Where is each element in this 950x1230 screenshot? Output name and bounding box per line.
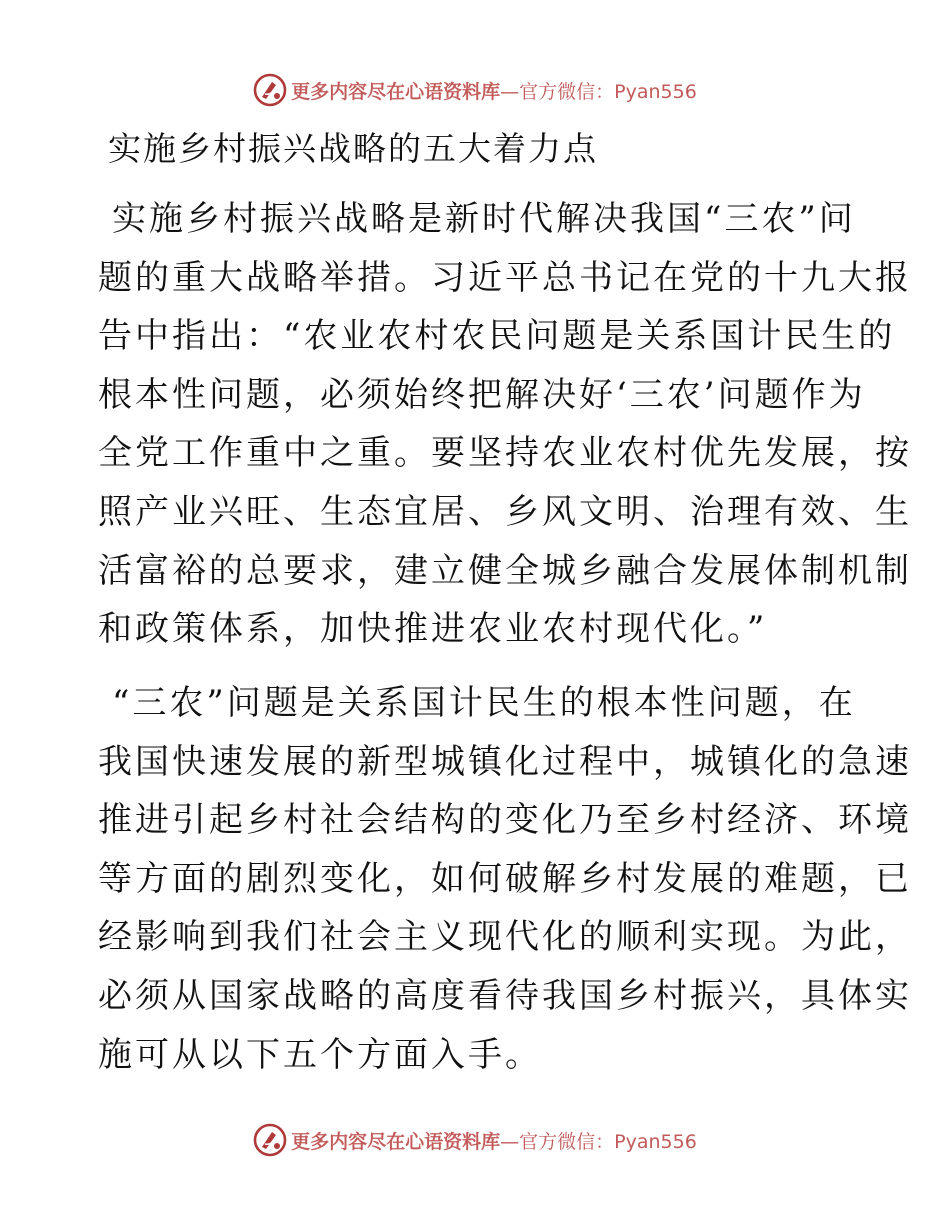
paragraph-line: 推进引起乡村社会结构的变化乃至乡村经济、环境 [98, 800, 912, 841]
banner-text [291, 77, 697, 104]
paragraph-line: 告中指出：“农业农村农民问题是关系国计民生的 [98, 316, 896, 357]
header-banner [0, 70, 950, 110]
banner-text-secondary: —官方微信：Pyan556 [500, 80, 697, 103]
logo-icon [253, 1123, 287, 1157]
paragraph-2 [98, 674, 912, 1084]
footer-banner [0, 1120, 950, 1160]
banner-text-primary: 更多内容尽在心语资料库 [291, 1130, 501, 1153]
paragraph-line: 和政策体系，加快推进农业农村现代化。” [98, 609, 768, 650]
paragraph-line: 等方面的剧烈变化，如何破解乡村发展的难题，已 [98, 858, 912, 899]
paragraph-line: 必须从国家战略的高度看待我国乡村振兴，具体实 [98, 975, 912, 1016]
paragraph-line: 根本性问题，必须始终把解决好‘三农’问题作为 [98, 374, 866, 415]
banner-text-primary: 更多内容尽在心语资料库 [291, 80, 501, 103]
paragraph-line: 我国快速发展的新型城镇化过程中，城镇化的急速 [98, 741, 912, 782]
paragraph-line: 题的重大战略举措。习近平总书记在党的十九大报 [98, 257, 912, 298]
paragraph-line: 经影响到我们社会主义现代化的顺利实现。为此， [98, 917, 912, 958]
paragraph-line: 照产业兴旺、生态宜居、乡风文明、治理有效、生 [98, 491, 912, 532]
page-title: 实施乡村振兴战略的五大着力点 [108, 129, 598, 168]
logo-icon [253, 73, 287, 107]
paragraph-1 [98, 190, 912, 659]
banner-text-secondary: —官方微信：Pyan556 [500, 1130, 697, 1153]
banner-text [291, 1127, 697, 1154]
paragraph-line: 实施乡村振兴战略是新时代解决我国“三农”问 [112, 199, 856, 239]
paragraph-line: 全党工作重中之重。要坚持农业农村优先发展，按 [98, 433, 912, 474]
paragraph-line: 施可从以下五个方面入手。 [98, 1034, 542, 1075]
paragraph-line: “三农”问题是关系国计民生的根本性问题，在 [112, 683, 856, 723]
paragraph-line: 活富裕的总要求，建立健全城乡融合发展体制机制 [98, 550, 912, 591]
